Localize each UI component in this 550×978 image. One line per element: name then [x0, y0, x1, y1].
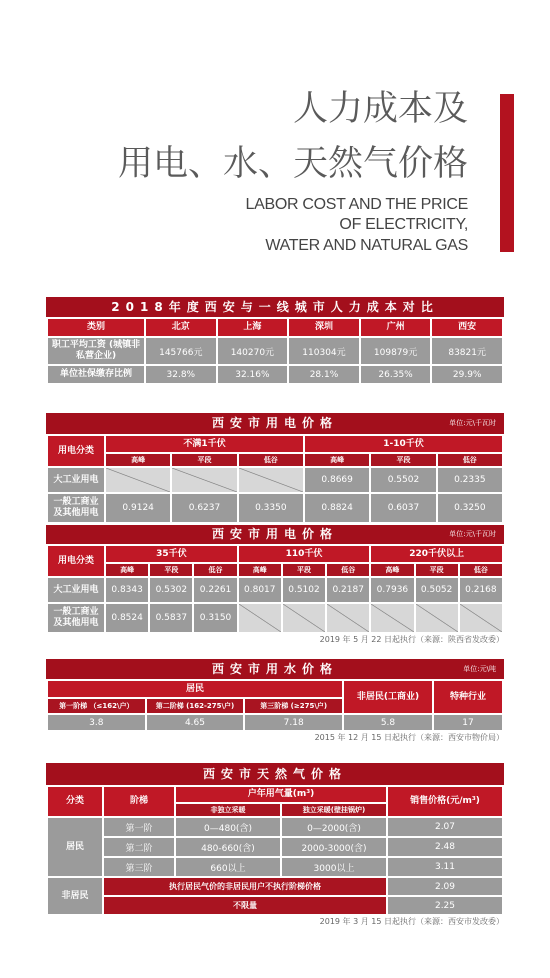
gas-price-header: 销售价格(元/m³) [388, 787, 502, 816]
period-header: 平段 [416, 564, 458, 576]
wage-value: 109879元 [361, 338, 431, 364]
gas-tier: 第三阶 [104, 858, 174, 876]
voltage-group-header: 220千伏以上 [371, 546, 502, 562]
gas-price-value: 2.09 [388, 878, 502, 895]
row-label-avg-wage: 职工平均工资 (城镇非私营企业) [48, 338, 144, 364]
electricity-title-2 [46, 525, 504, 544]
ss-value: 28.1% [289, 366, 359, 383]
price-value: 0.5502 [371, 468, 435, 492]
water-source-note: 2015 年 12 月 15 日起执行（来源：西安市物价局） [314, 733, 504, 742]
gas-usage-value: 480-660(含) [176, 838, 280, 856]
gas-usage-value: 3000以上 [282, 858, 386, 876]
page-subtitle-line3: WATER AND NATURAL GAS [265, 237, 468, 254]
period-header: 高峰 [106, 564, 148, 576]
water-section [46, 659, 504, 743]
water-title-text: 西安市用水价格 [211, 662, 338, 676]
electricity-table-2 [46, 544, 504, 634]
city-header: 深圳 [289, 319, 359, 336]
empty-cell [106, 468, 170, 492]
electricity-table-1 [46, 434, 504, 524]
water-price: 7.18 [245, 715, 342, 730]
row-label-commercial: 一般工商业 及其他用电 [48, 494, 104, 522]
ss-value: 32.16% [218, 366, 288, 383]
empty-cell [416, 604, 458, 632]
gas-nonresident-label: 非居民 [48, 878, 102, 914]
page-title-line1: 人力成本及 [292, 89, 468, 129]
period-header: 平段 [172, 454, 236, 466]
price-value: 0.2335 [438, 468, 502, 492]
price-value: 0.8017 [239, 578, 281, 602]
gas-usage-value: 0—2000(含) [282, 818, 386, 836]
price-value: 0.2168 [460, 578, 502, 602]
page-subtitle-line1: LABOR COST AND THE PRICE [245, 196, 468, 213]
voltage-group-header: 35千伏 [106, 546, 237, 562]
usage-subheader: 非独立采暖 [176, 804, 280, 816]
usage-subheader: 独立采暖(壁挂锅炉) [282, 804, 386, 816]
period-header: 平段 [371, 454, 435, 466]
electricity-unit-2: 单位:元\千瓦时 [449, 530, 496, 538]
row-label-industrial: 大工业用电 [48, 578, 104, 602]
tier-header: 第二阶梯 (162-275\户) [147, 699, 244, 713]
wage-value: 110304元 [289, 338, 359, 364]
city-header: 北京 [146, 319, 216, 336]
price-value: 0.5102 [283, 578, 325, 602]
gas-price-value: 2.25 [388, 897, 502, 914]
water-price: 3.8 [48, 715, 145, 730]
electricity-title [46, 413, 504, 434]
water-table [46, 679, 504, 732]
period-header: 低谷 [438, 454, 502, 466]
price-value: 0.7936 [371, 578, 413, 602]
period-header: 高峰 [239, 564, 281, 576]
row-label-commercial: 一般工商业 及其他用电 [48, 604, 104, 632]
electricity-title-text: 西安市用电价格 [211, 416, 338, 430]
price-value: 0.5837 [150, 604, 192, 632]
gas-usage-header: 户年用气量(m³) [176, 787, 386, 802]
city-header: 广州 [361, 319, 431, 336]
electricity-unit: 单位:元\千瓦时 [449, 419, 496, 427]
page-subtitle-line2: OF ELECTRICITY, [339, 216, 468, 233]
gas-section [46, 763, 504, 927]
empty-cell [283, 604, 325, 632]
voltage-group-header: 不满1千伏 [106, 436, 303, 452]
period-header: 平段 [283, 564, 325, 576]
ss-value: 29.9% [432, 366, 502, 383]
resident-header: 居民 [48, 681, 342, 697]
category-header: 类别 [48, 319, 144, 336]
price-value: 0.8824 [305, 494, 369, 522]
row-label-industrial: 大工业用电 [48, 468, 104, 492]
page-title-line2: 用电、水、天然气价格 [117, 144, 468, 184]
electricity-source-note: 2019 年 5 月 22 日起执行（来源：陕西省发改委） [319, 635, 504, 644]
labor-cost-section [46, 297, 504, 385]
gas-table [46, 785, 504, 916]
electricity-title-text-2: 西安市用电价格 [211, 527, 338, 541]
gas-source-note: 2019 年 3 月 15 日起执行（来源：西安市发改委） [319, 917, 504, 926]
wage-value: 140270元 [218, 338, 288, 364]
gas-unlimited-rule: 不限量 [104, 897, 386, 914]
gas-category-header: 分类 [48, 787, 102, 816]
gas-usage-value: 0—480(含) [176, 818, 280, 836]
ss-value: 32.8% [146, 366, 216, 383]
price-value: 0.3250 [438, 494, 502, 522]
period-header: 高峰 [305, 454, 369, 466]
voltage-group-header: 1-10千伏 [305, 436, 502, 452]
labor-cost-title: 2018年度西安与一线城市人力成本对比 [46, 297, 504, 317]
gas-nonresident-rule: 执行居民气价的非居民用户不执行阶梯价格 [104, 878, 386, 895]
wage-value: 145766元 [146, 338, 216, 364]
ss-value: 26.35% [361, 366, 431, 383]
tier-header: 第一阶梯 （≤162\户） [48, 699, 145, 713]
empty-cell [172, 468, 236, 492]
voltage-group-header: 110千伏 [239, 546, 370, 562]
price-value: 0.3150 [194, 604, 236, 632]
gas-title: 西安市天然气价格 [46, 763, 504, 785]
labor-cost-table [46, 317, 504, 385]
gas-tier-header: 阶梯 [104, 787, 174, 816]
accent-bar [500, 94, 514, 252]
price-value: 0.2187 [327, 578, 369, 602]
price-value: 0.5302 [150, 578, 192, 602]
elec-category-header: 用电分类 [48, 436, 104, 466]
gas-usage-value: 660以上 [176, 858, 280, 876]
price-value: 0.8669 [305, 468, 369, 492]
price-value: 0.3350 [239, 494, 303, 522]
empty-cell [239, 468, 303, 492]
wage-value: 83821元 [432, 338, 502, 364]
period-header: 平段 [150, 564, 192, 576]
gas-tier: 第一阶 [104, 818, 174, 836]
gas-price-value: 3.11 [388, 858, 502, 876]
electricity-section [46, 413, 504, 645]
city-header: 西安 [432, 319, 502, 336]
gas-tier: 第二阶 [104, 838, 174, 856]
price-value: 0.6037 [371, 494, 435, 522]
period-header: 低谷 [327, 564, 369, 576]
empty-cell [327, 604, 369, 632]
city-header: 上海 [218, 319, 288, 336]
nonresident-header: 非居民(工商业) [344, 681, 432, 713]
row-label-social-security: 单位社保缴存比例 [48, 366, 144, 383]
price-value: 0.8524 [106, 604, 148, 632]
gas-price-value: 2.48 [388, 838, 502, 856]
price-value: 0.2261 [194, 578, 236, 602]
period-header: 高峰 [106, 454, 170, 466]
water-price: 5.8 [344, 715, 432, 730]
water-title [46, 659, 504, 679]
empty-cell [371, 604, 413, 632]
gas-resident-label: 居民 [48, 818, 102, 876]
gas-price-value: 2.07 [388, 818, 502, 836]
water-price: 17 [434, 715, 502, 730]
period-header: 低谷 [239, 454, 303, 466]
water-unit: 单位:元\吨 [463, 665, 496, 673]
period-header: 低谷 [460, 564, 502, 576]
empty-cell [460, 604, 502, 632]
price-value: 0.5052 [416, 578, 458, 602]
period-header: 高峰 [371, 564, 413, 576]
water-price: 4.65 [147, 715, 244, 730]
price-value: 0.8343 [106, 578, 148, 602]
special-industry-header: 特种行业 [434, 681, 502, 713]
elec-category-header: 用电分类 [48, 546, 104, 576]
empty-cell [239, 604, 281, 632]
price-value: 0.9124 [106, 494, 170, 522]
gas-usage-value: 2000-3000(含) [282, 838, 386, 856]
price-value: 0.6237 [172, 494, 236, 522]
tier-header: 第三阶梯 (≥275\户) [245, 699, 342, 713]
period-header: 低谷 [194, 564, 236, 576]
